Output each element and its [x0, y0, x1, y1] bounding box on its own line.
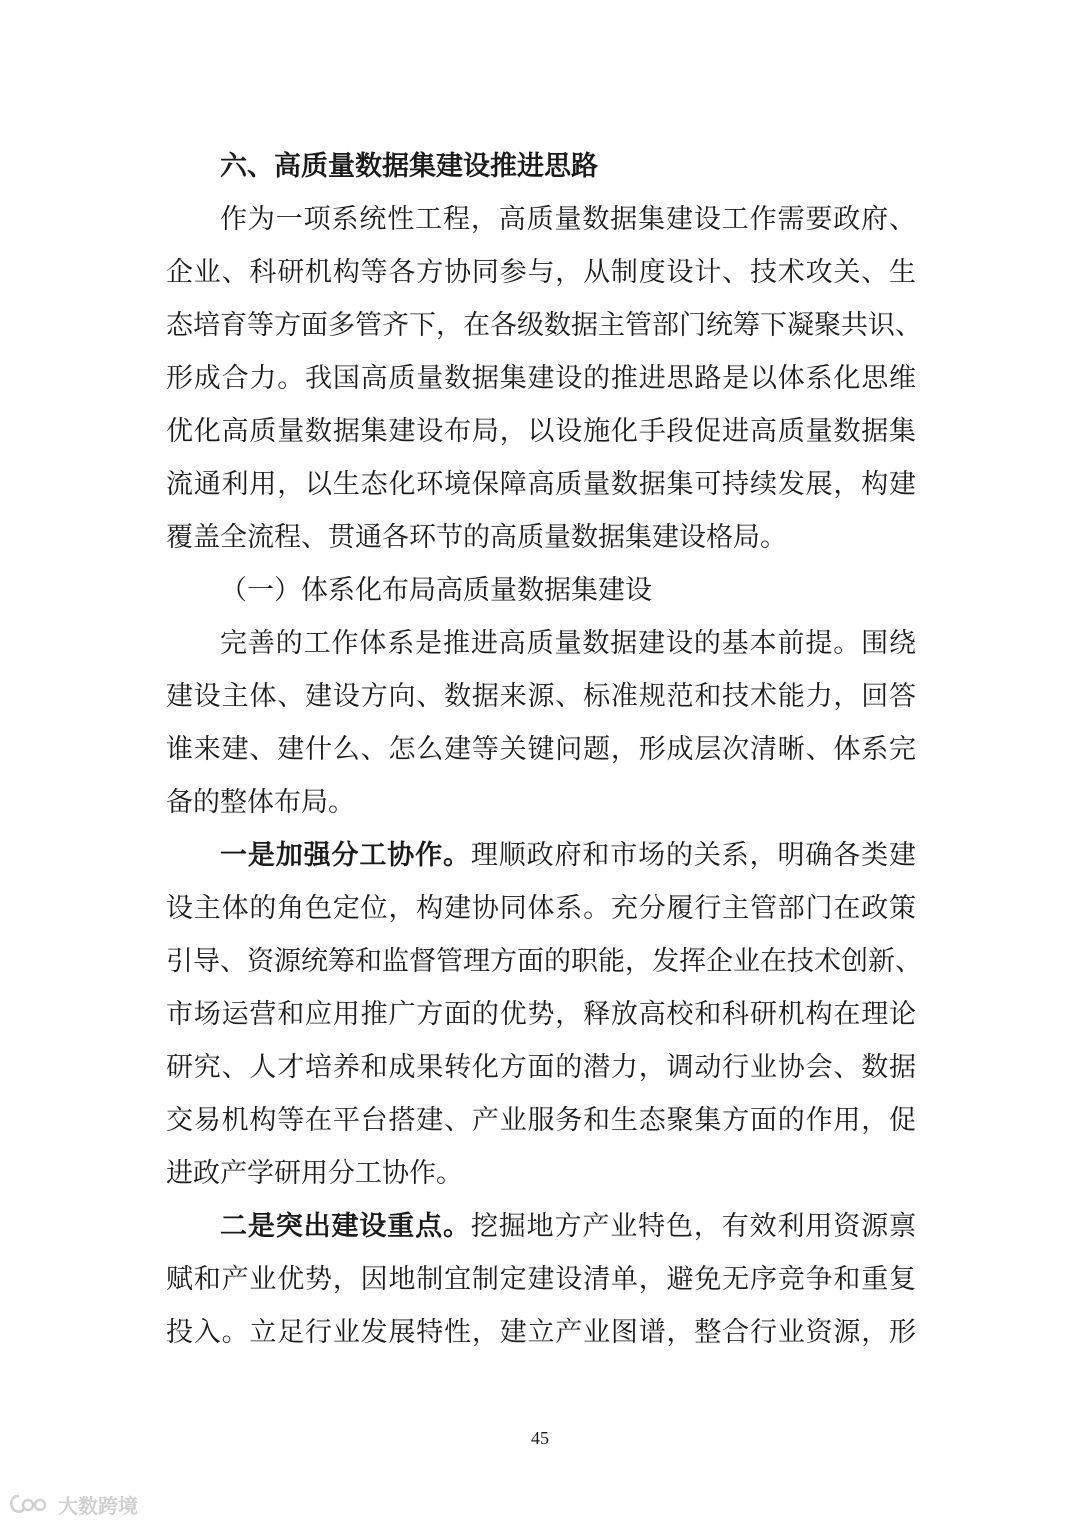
paragraph-line-rest: 理顺政府和市场的关系，明确各类建 — [470, 840, 916, 871]
paragraph-line: 企业、科研机构等各方协同参与，从制度设计、技术攻关、生 — [166, 257, 916, 288]
paragraph-line: 市场运营和应用推广方面的优势，释放高校和科研机构在理论 — [166, 999, 916, 1030]
paragraph-lead: 二是突出建设重点。 — [220, 1211, 471, 1242]
paragraph-line: 完善的工作体系是推进高质量数据建设的基本前提。围绕 — [220, 628, 916, 659]
paragraph-first-line — [166, 829, 916, 882]
paragraph-2 — [166, 617, 916, 829]
logo-icon — [8, 1492, 52, 1516]
page-content — [166, 140, 922, 1359]
paragraph-line: 态培育等方面多管齐下，在各级数据主管部门统筹下凝聚共识、 — [166, 310, 922, 341]
paragraph-line: 覆盖全流程、贯通各环节的高质量数据集建设格局。 — [166, 522, 787, 553]
page-number: 45 — [531, 1428, 549, 1448]
paragraph-line: 设主体的角色定位，构建协同体系。充分履行主管部门在政策 — [166, 893, 916, 924]
paragraph-line: 投入。立足行业发展特性，建立产业图谱，整合行业资源，形 — [166, 1317, 916, 1348]
paragraph-first-line — [166, 1200, 916, 1253]
paragraph-line: 建设主体、建设方向、数据来源、标准规范和技术能力，回答 — [166, 681, 916, 712]
paragraph-line: 作为一项系统性工程，高质量数据集建设工作需要政府、 — [220, 204, 916, 235]
paragraph-line: 引导、资源统筹和监督管理方面的职能，发挥企业在技术创新、 — [166, 946, 922, 977]
section-heading: 六、高质量数据集建设推进思路 — [220, 151, 598, 182]
subsection-heading: （一）体系化布局高质量数据集建设 — [220, 575, 652, 606]
paragraph-lead: 一是加强分工协作。 — [220, 840, 471, 871]
paragraph-4 — [166, 1200, 916, 1359]
paragraph-line: 进政产学研用分工协作。 — [166, 1158, 463, 1189]
paragraph-line: 交易机构等在平台搭建、产业服务和生态聚集方面的作用，促 — [166, 1105, 916, 1136]
paragraph-line: 备的整体布局。 — [166, 787, 355, 818]
paragraph-line: 赋和产业优势，因地制宜制定建设清单，避免无序竞争和重复 — [166, 1264, 916, 1295]
paragraph-3 — [166, 829, 922, 1200]
paragraph-line: 谁来建、建什么、怎么建等关键问题，形成层次清晰、体系完 — [166, 734, 916, 765]
paragraph-line: 研究、人才培养和成果转化方面的潜力，调动行业协会、数据 — [166, 1052, 916, 1083]
paragraph-line: 形成合力。我国高质量数据集建设的推进思路是以体系化思维 — [166, 363, 916, 394]
paragraph-1 — [166, 193, 922, 564]
watermark-text: 大数跨境 — [58, 1493, 138, 1518]
paragraph-line-rest: 挖掘地方产业特色，有效利用资源禀 — [470, 1211, 916, 1242]
paragraph-line: 流通利用，以生态化环境保障高质量数据集可持续发展，构建 — [166, 469, 916, 500]
watermark — [8, 1490, 138, 1518]
paragraph-line: 优化高质量数据集建设布局，以设施化手段促进高质量数据集 — [166, 416, 916, 447]
